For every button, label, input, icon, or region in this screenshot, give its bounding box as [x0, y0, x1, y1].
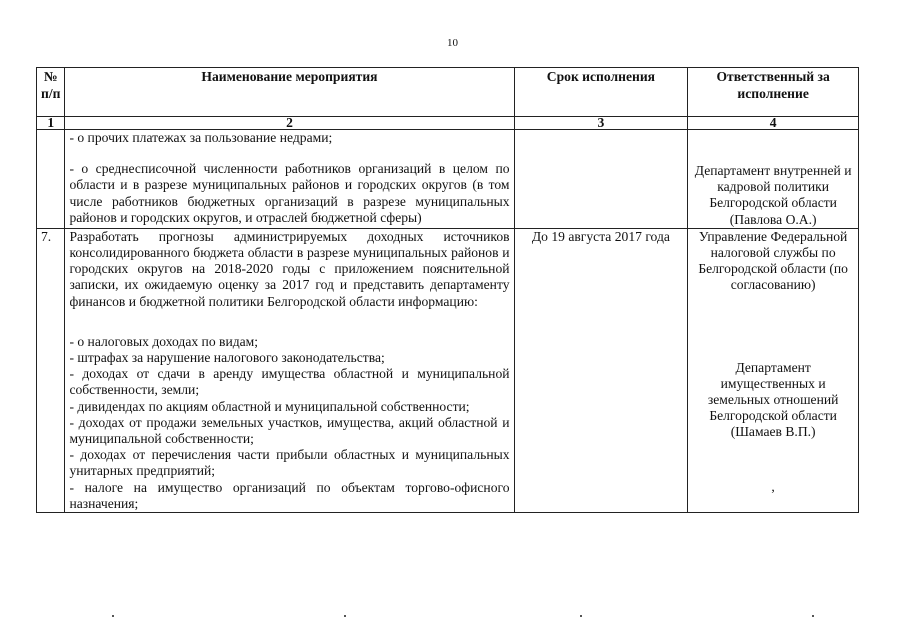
responsible-text: Управление Федеральной налоговой службы по Белгородской области (по согласованию)	[698, 228, 848, 293]
header-deadline: Срок исполнения	[514, 68, 688, 117]
activity-item: - налоге на имущество организаций по объектам торгово-офисного назначения;	[69, 479, 510, 511]
table-header-row	[37, 68, 859, 117]
header-responsible: Ответственный за исполнение	[688, 68, 859, 117]
table-row-7	[37, 228, 859, 512]
activity-item: - дивидендах по акциям областной и муниципальной собственности;	[69, 398, 470, 414]
responsible-text: Департамент имущественных и земельных отношений Белгородской области (Шамаев В.П.)	[707, 359, 839, 440]
activities-table	[36, 67, 859, 513]
responsible-cell	[688, 130, 859, 229]
activity-item: - о налоговых доходах по видам;	[69, 333, 259, 349]
scan-artifacts	[0, 615, 905, 621]
activity-cell	[65, 130, 514, 229]
column-number-row	[37, 117, 859, 130]
activity-item: - о среднесписочной численности работников организаций в целом по области и в разрезе муниципальных районов и городских округов (в том числе работников бюджетных организаций в разрезе муниципальных районов и городских округов, и отраслей бюджетной сферы)	[69, 161, 510, 225]
activity-item: - штрафах за нарушение налогового законодательства;	[69, 350, 385, 366]
deadline-empty	[514, 130, 688, 229]
page-number: 10	[447, 37, 458, 49]
activity-item: - доходах от сдачи в аренду имущества областной и муниципальной собственности, земли;	[69, 366, 510, 398]
deadline-cell	[514, 228, 688, 512]
activity-cell	[65, 228, 514, 512]
responsible-text: ,	[771, 478, 775, 494]
column-number: 2	[65, 117, 514, 130]
header-number: № п/п	[37, 68, 65, 117]
activity-intro: Разработать прогнозы администрируемых доходных источников консолидированного бюджета области в разрезе муниципальных районов и городских округов на 2018-2020 годы с приложением пояснительной записки, их ожидаемую оценку за 2017 год и представить департаменту финансов и бюджетной политики Белгородской области информацию:	[69, 228, 510, 309]
row-number-empty	[37, 130, 65, 229]
activity-item: - доходах от продажи земельных участков, имущества, акций областной и муниципальной собственности;	[69, 414, 510, 447]
deadline-text: До 19 августа 2017 года	[531, 228, 670, 244]
activity-item: - доходах от перечисления части прибыли областных и муниципальных унитарных предприятий;	[69, 447, 510, 479]
table-row-continued	[37, 130, 859, 229]
activity-item: - о прочих платежах за пользование недрами;	[69, 130, 333, 145]
column-number: 4	[688, 117, 859, 130]
responsible-cell	[688, 228, 859, 512]
column-number: 1	[37, 117, 65, 130]
row-number: 7.	[37, 228, 65, 512]
header-name: Наименование мероприятия	[65, 68, 514, 117]
column-number: 3	[514, 117, 688, 130]
responsible-text: Департамент внутренней и кадровой политики Белгородской области (Павлова О.А.)	[694, 163, 852, 227]
